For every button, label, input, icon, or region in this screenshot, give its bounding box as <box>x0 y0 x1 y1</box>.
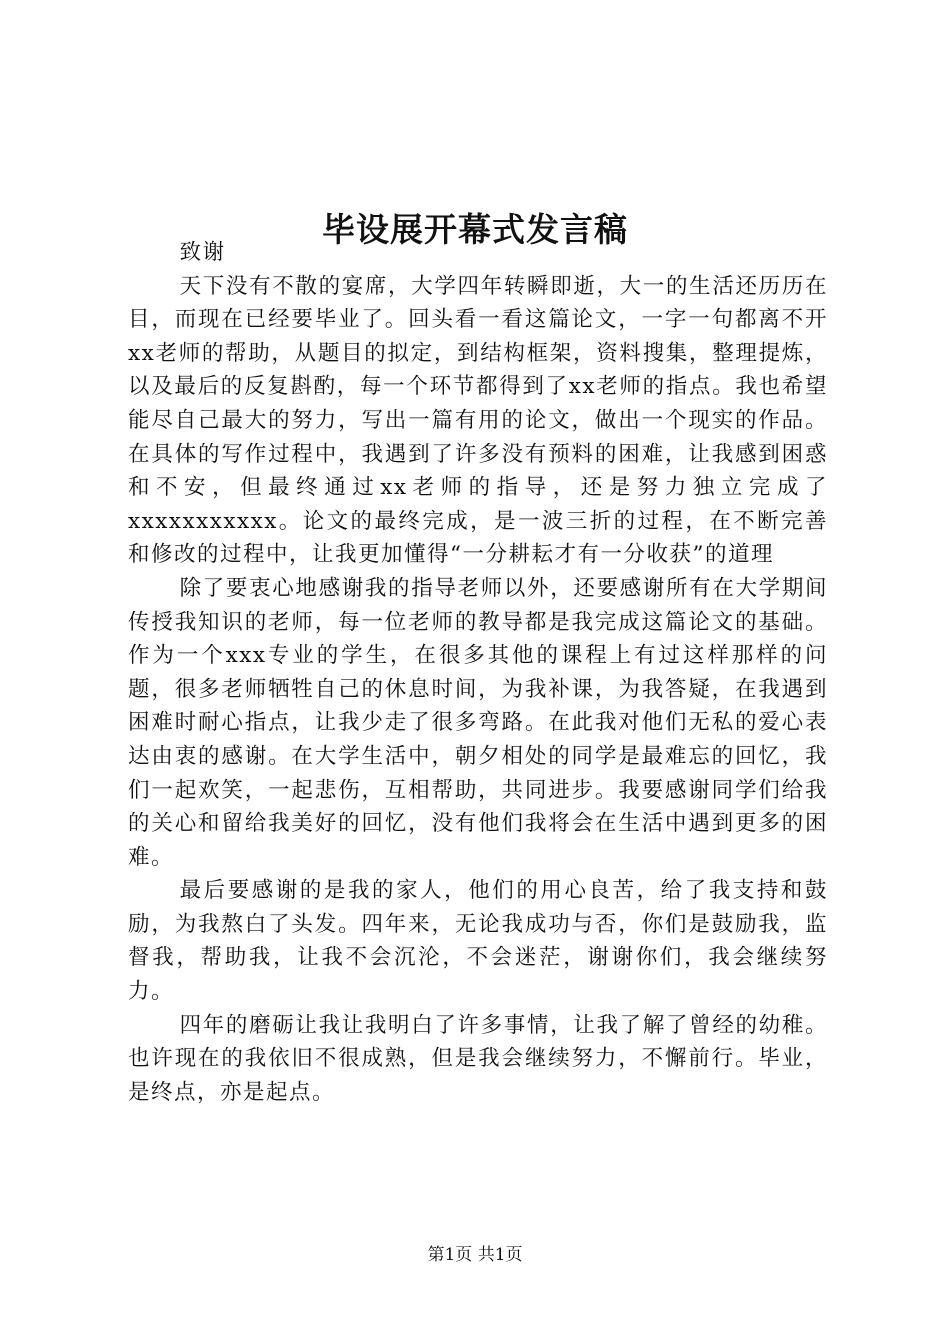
body-paragraph-1: 天下没有不散的宴席，大学四年转瞬即逝，大一的生活还历历在目，而现在已经要毕业了。回头看一看这篇论文，一字一句都离不开xx老师的帮助，从题目的拟定，到结构框架，资料搜集，整理提炼，以及最后的反复斟酌，每一个环节都得到了xx老师的指点。我也希望能尽自己最大的努力，写出一篇有用的论文，做出一个现实的作品。在具体的写作过程中，我遇到了许多没有预料的困难，让我感到困惑和不安，但最终通过xx老师的指导，还是努力独立完成了xxxxxxxxxxx。论文的最终完成，是一波三折的过程，在不断完善和修改的过程中，让我更加懂得“一分耕耘才有一分收获”的道理 <box>128 273 828 568</box>
body-paragraph-2: 除了要衷心地感谢我的指导老师以外，还要感谢所有在大学期间传授我知识的老师，每一位老师的教导都是我完成这篇论文的基础。作为一个xxx专业的学生，在很多其他的课程上有过这样那样的问题，很多老师牺牲自己的休息时间，为我补课，为我答疑，在我遇到困难时耐心指点，让我少走了很多弯路。在此我对他们无私的爱心表达由衷的感谢。在大学生活中，朝夕相处的同学是最难忘的回忆，我们一起欢笑，一起悲伤，互相帮助，共同进步。我要感谢同学们给我的关心和留给我美好的回忆，没有他们我将会在生活中遇到更多的困难。 <box>128 575 828 870</box>
body-paragraph-3: 最后要感谢的是我的家人，他们的用心良苦，给了我支持和鼓励，为我熬白了头发。四年来，无论我成功与否，你们是鼓励我，监督我，帮助我，让我不会沉沦，不会迷茫，谢谢你们，我会继续努力。 <box>128 878 828 1005</box>
document-body <box>128 236 828 1109</box>
document-title: 毕设展开幕式发言稿 <box>322 210 628 250</box>
body-paragraph-4: 四年的磨砺让我让我明白了许多事情，让我了解了曾经的幼稚。也许现在的我依旧不很成熟，但是我会继续努力，不懈前行。毕业，是终点，亦是起点。 <box>128 1012 828 1105</box>
section-heading: 致谢 <box>179 240 226 265</box>
page-footer: 第1页 共1页 <box>427 1245 523 1265</box>
